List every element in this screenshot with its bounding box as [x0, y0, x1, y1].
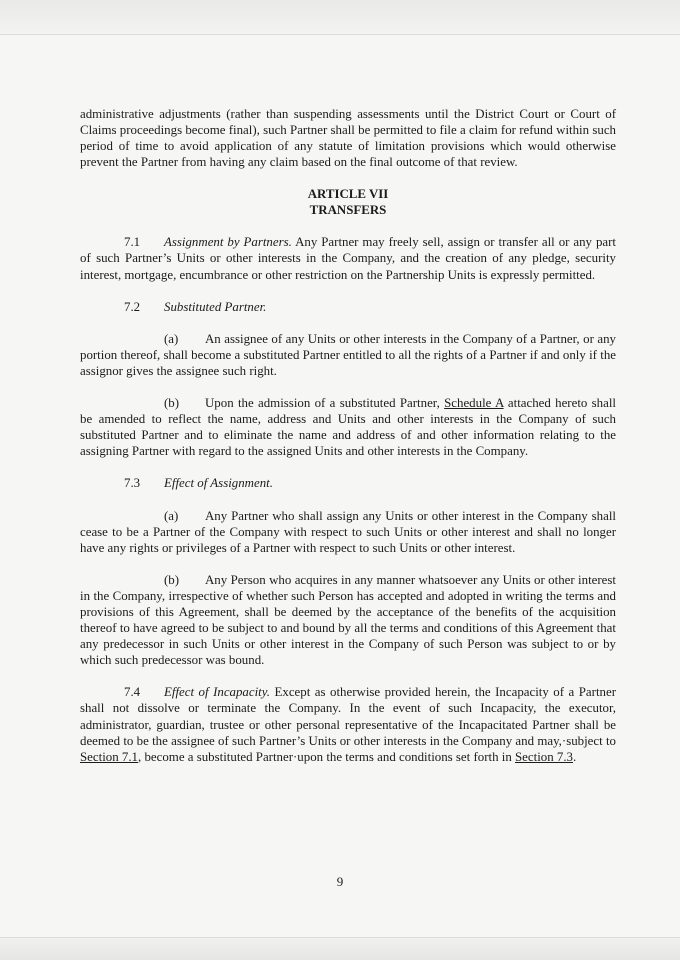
section-title: Assignment by Partners.: [164, 235, 292, 250]
clause-text: attached hereto shall be amended to reflect the name, address and Units and other interests in the Company of such substituted Partner and to eliminate the name and address of and other information relating to the assigning Partner with regard to the assigned Units and other interests in the Company.: [80, 396, 617, 459]
article-heading: [80, 186, 616, 218]
clause-label: (b): [164, 396, 180, 411]
section-7-3-reference: Section 7.3: [515, 749, 574, 764]
clause-label: (a): [164, 331, 179, 346]
section-number: 7.4: [124, 685, 141, 700]
page-number: 9: [336, 874, 344, 889]
section-7-1-reference: Section 7.1: [80, 749, 139, 764]
clause-text: An assignee of any Units or other interests in the Company of a Partner, or any portion thereof, shall become a substituted Partner entitled to all the rights of a Partner if and only if the assignor gives the assignee such right.: [80, 331, 616, 378]
section-text: .: [573, 749, 577, 764]
section-7-2-a: [80, 331, 616, 379]
scan-top-band: [0, 0, 680, 35]
clause-text: Any Person who acquires in any manner whatsoever any Units or other interest in the Company, irrespective of whether such Person has accepted and adopted in writing the terms and provisions of this Agreement, shall be deemed by the acceptance of the benefits of the acquisition thereof to have agreed to be subject to and bound by all the terms and conditions of this Agreement that any predecessor in such Units or other interest in the Company of such Person was subject to or by which such predecessor was bound.: [80, 572, 616, 668]
section-7-3: [80, 475, 616, 491]
clause-text: Any Partner who shall assign any Units or other interest in the Company shall cease to be a Partner of the Company with respect to such Units or other interest and shall no longer have any rights or privileges of a Partner with respect to such Units or other interest.: [80, 508, 616, 555]
section-text: Except as otherwise provided herein, the Incapacity of a Partner shall not dissolve or terminate the Company. In the event of such Incapacity, the executor, administrator, guardian, trustee or other personal representative of the Incapacitated Partner shall be deemed to be the assignee of such Partner’s Units or other interests in the Company and may,·subject to: [80, 685, 616, 748]
section-number: 7.3: [124, 476, 141, 491]
section-7-4: [80, 684, 616, 764]
article-title: TRANSFERS: [309, 203, 387, 218]
section-title: Substituted Partner.: [164, 299, 267, 314]
section-7-3-a: [80, 508, 616, 556]
section-number: 7.2: [124, 299, 141, 314]
intro-paragraph: administrative adjustments (rather than suspending assessments until the District Court or Court of Claims proceedings become final), such Partner shall be permitted to file a claim for refund within such period of time to avoid application of any statute of limitation provisions which would otherwise prevent the Partner from having any claim based on the final outcome of that review.: [80, 107, 616, 170]
clause-text: Upon the admission of a substituted Partner,: [205, 396, 445, 411]
section-7-1: [80, 234, 616, 282]
section-7-2: [80, 299, 616, 315]
section-text: Any Partner may freely sell, assign or transfer all or any part of such Partner’s Units or other interests in the Company, and the creation of any pledge, security interest, mortgage, encumbrance or other restriction on the Partnership Units is expressly permitted.: [80, 235, 616, 282]
clause-label: (a): [164, 508, 179, 523]
article-number: ARTICLE VII: [307, 187, 389, 202]
section-title: Effect of Assignment.: [164, 476, 273, 491]
scan-bottom-band: [0, 937, 680, 960]
section-number: 7.1: [124, 235, 141, 250]
document-page: [80, 106, 616, 765]
schedule-a-reference: Schedule A: [444, 396, 504, 411]
section-7-3-b: [80, 572, 616, 669]
clause-label: (b): [164, 572, 180, 587]
section-7-2-b: [80, 395, 616, 459]
section-text: , become a substituted Partner·upon the terms and conditions set forth in: [138, 749, 515, 764]
section-title: Effect of Incapacity.: [164, 685, 270, 700]
